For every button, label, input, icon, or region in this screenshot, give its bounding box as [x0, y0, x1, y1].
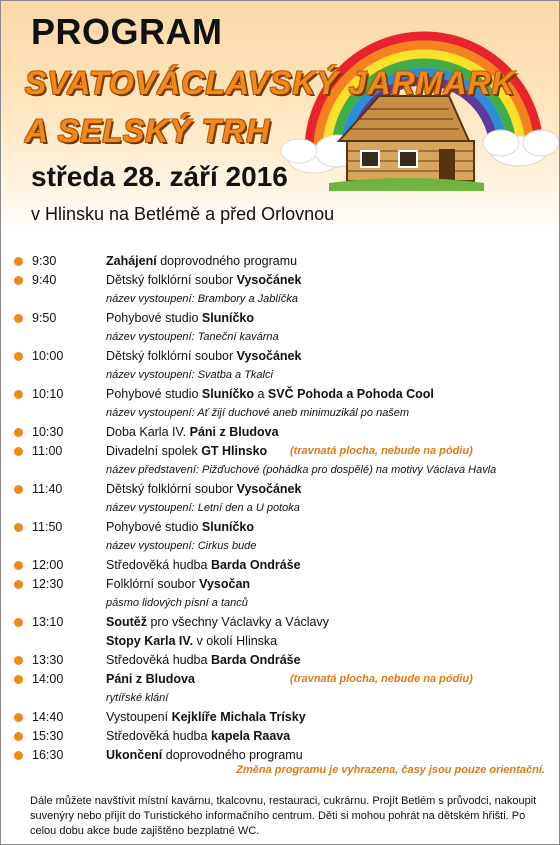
schedule-time: 10:00	[32, 349, 64, 363]
description-text: Doba Karla IV.	[106, 425, 190, 439]
schedule-row	[0, 556, 560, 575]
performer-name: Vysočan	[199, 577, 251, 591]
program-heading: PROGRAM	[31, 11, 223, 52]
performer-name: Stopy Karla IV.	[106, 634, 194, 648]
schedule-description	[106, 708, 306, 727]
performer-name: Zahájení	[106, 254, 157, 268]
performer-name: Páni z Bludova	[189, 425, 279, 439]
performance-name: název vystoupení: Cirkus bude	[106, 540, 257, 552]
schedule-description	[106, 575, 250, 594]
performance-name: název vystoupení: Taneční kavárna	[106, 331, 279, 343]
schedule-time: 12:30	[32, 577, 64, 591]
description-text: Dětský folklórní soubor	[106, 482, 237, 496]
schedule-subtitle	[0, 328, 560, 347]
schedule-time: 11:50	[32, 520, 63, 534]
schedule-time: 14:40	[32, 710, 64, 724]
schedule-time: 10:10	[32, 387, 64, 401]
performance-name: název představení: Pižďuchové (pohádka pro dospělé) na motivy Václava Havla	[106, 464, 497, 476]
schedule-subtitle	[0, 461, 560, 480]
schedule-time: 15:30	[32, 729, 64, 743]
schedule-subtitle	[0, 499, 560, 518]
schedule-row	[0, 385, 560, 404]
schedule-time: 14:00	[32, 672, 64, 686]
description-text: Středověká hudba	[106, 558, 211, 572]
schedule-subtitle	[0, 404, 560, 423]
bullet-dot-icon	[14, 352, 23, 361]
schedule-row	[0, 442, 560, 461]
schedule-subtitle	[0, 537, 560, 556]
description-text: pro všechny Václavky a Václavy	[146, 615, 330, 629]
schedule-row	[0, 651, 560, 670]
performer-name: Sluníčko	[201, 387, 254, 401]
schedule-description	[106, 670, 195, 689]
schedule-row	[0, 480, 560, 499]
bullet-dot-icon	[14, 713, 23, 722]
performer-name: GT Hlinsko	[201, 444, 268, 458]
schedule-description	[106, 556, 301, 575]
performance-name: rytířské klání	[106, 692, 169, 704]
schedule-list	[0, 252, 560, 765]
schedule-description	[106, 613, 329, 632]
bullet-dot-icon	[14, 561, 23, 570]
schedule-row	[0, 347, 560, 366]
description-text: Divadelní spolek	[106, 444, 202, 458]
schedule-row	[0, 575, 560, 594]
bullet-dot-icon	[14, 523, 23, 532]
event-date: středa 28. září 2016	[31, 161, 288, 192]
bullet-dot-icon	[14, 428, 23, 437]
performer-name: Páni z Bludova	[106, 672, 195, 686]
performer-name: SVČ Pohoda a Pohoda Cool	[267, 387, 434, 401]
description-text: Pohybové studio	[106, 311, 202, 325]
schedule-description	[106, 442, 267, 461]
performer-name: Vysočánek	[236, 349, 302, 363]
venue-note: (travnatá plocha, nebude na pódiu)	[290, 445, 473, 457]
bullet-dot-icon	[14, 276, 23, 285]
bullet-dot-icon	[14, 257, 23, 266]
poster-header	[1, 1, 559, 231]
schedule-description	[106, 385, 434, 404]
schedule-time: 9:30	[32, 254, 57, 268]
schedule-time: 9:50	[32, 311, 57, 325]
bullet-dot-icon	[14, 732, 23, 741]
description-text: Středověká hudba	[106, 729, 211, 743]
performer-name: Ukončení	[106, 748, 163, 762]
performer-name: Sluníčko	[201, 311, 254, 325]
description-text: Folklórní soubor	[106, 577, 200, 591]
description-text: Vystoupení	[106, 710, 172, 724]
event-place: v Hlinsku na Betlémě a před Orlovnou	[31, 204, 335, 224]
performance-name: název vystoupení: Ať žijí duchové aneb minimuzikál po našem	[106, 407, 410, 419]
performance-name: název vystoupení: Svatba a Tkalci	[106, 369, 273, 381]
description-text: Pohybové studio	[106, 520, 202, 534]
schedule-time: 13:30	[32, 653, 64, 667]
performance-name: název vystoupení: Brambory a Jablíčka	[106, 293, 298, 305]
schedule-subtitle	[0, 689, 560, 708]
description-text: v okolí Hlinska	[193, 634, 278, 648]
schedule-description	[106, 271, 301, 290]
performer-name: Kejklíře Michala Trísky	[171, 710, 306, 724]
schedule-description	[106, 480, 301, 499]
schedule-row	[0, 309, 560, 328]
schedule-subtitle	[0, 290, 560, 309]
schedule-row	[0, 727, 560, 746]
schedule-time: 13:10	[32, 615, 64, 629]
schedule-description	[106, 632, 277, 651]
performer-name: Barda Ondráše	[210, 558, 301, 572]
bullet-dot-icon	[14, 618, 23, 627]
change-note-row	[0, 764, 560, 780]
schedule-time: 9:40	[32, 273, 57, 287]
description-text: a	[254, 387, 268, 401]
schedule-row	[0, 271, 560, 290]
performance-name: pásmo lidových písní a tanců	[106, 597, 248, 609]
description-text: Středověká hudba	[106, 653, 211, 667]
bullet-dot-icon	[14, 447, 23, 456]
description-text: Pohybové studio	[106, 387, 202, 401]
schedule-row	[0, 252, 560, 271]
event-title-line-1: SVATOVÁCLAVSKÝ JARMARK	[25, 65, 516, 101]
schedule-row	[0, 632, 560, 651]
performer-name: Vysočánek	[236, 482, 302, 496]
bullet-dot-icon	[14, 390, 23, 399]
bullet-dot-icon	[14, 751, 23, 760]
schedule-time: 11:00	[32, 444, 63, 458]
schedule-row	[0, 670, 560, 689]
change-note: Změna programu je vyhrazena, časy jsou pouze orientační.	[236, 764, 545, 776]
schedule-time: 16:30	[32, 748, 64, 762]
schedule-description	[106, 309, 254, 328]
schedule-row	[0, 423, 560, 442]
schedule-row	[0, 708, 560, 727]
performer-name: Barda Ondráše	[210, 653, 301, 667]
schedule-description	[106, 746, 303, 765]
schedule-subtitle	[0, 366, 560, 385]
description-text: doprovodného programu	[162, 748, 303, 762]
bullet-dot-icon	[14, 675, 23, 684]
schedule-time: 11:40	[32, 482, 63, 496]
performer-name: kapela Raava	[210, 729, 291, 743]
schedule-description	[106, 252, 297, 271]
description-text: doprovodného programu	[156, 254, 298, 268]
bullet-dot-icon	[14, 580, 23, 589]
bullet-dot-icon	[14, 314, 23, 323]
schedule-row	[0, 613, 560, 632]
description-text: Dětský folklórní soubor	[106, 349, 237, 363]
description-text: Dětský folklórní soubor	[106, 273, 237, 287]
performer-name: Sluníčko	[201, 520, 254, 534]
bullet-dot-icon	[14, 656, 23, 665]
venue-note: (travnatá plocha, nebude na pódiu)	[290, 673, 473, 685]
schedule-time: 12:00	[32, 558, 64, 572]
performer-name: Soutěž	[106, 615, 147, 629]
schedule-description	[106, 518, 254, 537]
performance-name: název vystoupení: Letní den a U potoka	[106, 502, 300, 514]
schedule-description	[106, 727, 290, 746]
schedule-subtitle	[0, 594, 560, 613]
schedule-description	[106, 651, 301, 670]
schedule-row	[0, 746, 560, 765]
performer-name: Vysočánek	[236, 273, 302, 287]
schedule-description	[106, 423, 279, 442]
schedule-description	[106, 347, 301, 366]
schedule-time: 10:30	[32, 425, 64, 439]
bullet-dot-icon	[14, 485, 23, 494]
event-title-line-2: A SELSKÝ TRH	[25, 113, 271, 149]
schedule-row	[0, 518, 560, 537]
footer-text: Dále můžete navštívit místní kavárnu, tkalcovnu, restauraci, cukrárnu. Projít Betlém s průvodci, nakoupit suvenýry nebo přijít do Turistického informačního centrum. Děti si mohou pohrát na dětském hřišti. Po celou dobu akce bude zajištěno bezplatné WC.	[30, 795, 537, 837]
